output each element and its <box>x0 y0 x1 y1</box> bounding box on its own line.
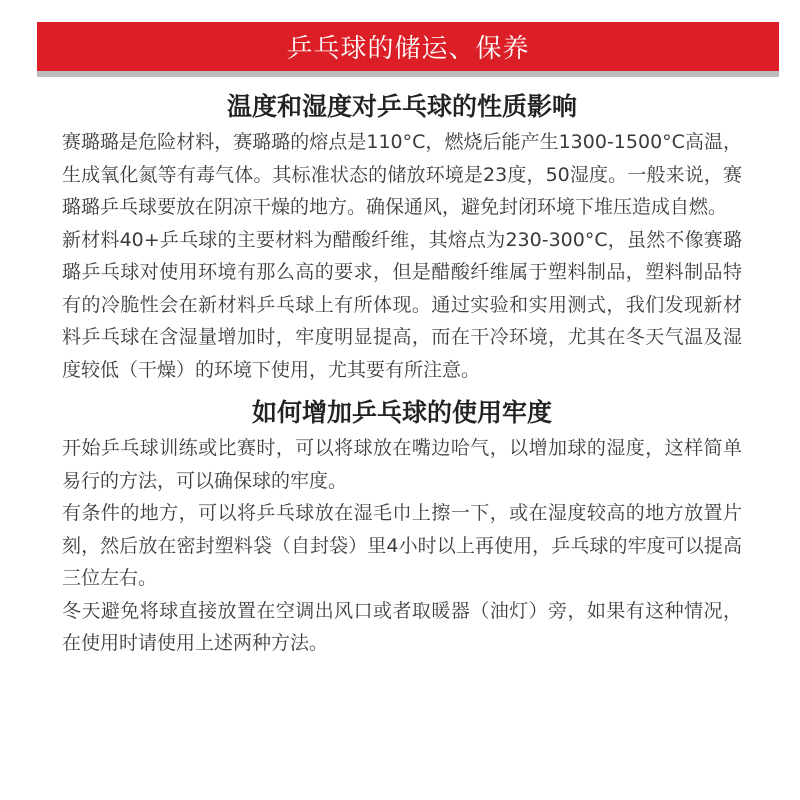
article-content <box>62 88 742 660</box>
section-temperature-humidity <box>62 88 742 386</box>
paragraph-new-material: 新材料40+乒乓球的主要材料为醋酸纤维，其熔点为230-300°C，虽然不像赛璐璐乒乓球对使用环境有那么高的要求，但是醋酸纤维属于塑料制品，塑料制品特有的冷脆性会在新材料乒乓球上有所体现。通过实验和实用测式，我们发现新材料乒乓球在含湿量增加时，牢度明显提高，而在干冷环境，尤其在冬天气温及湿度较低（干燥）的环境下使用，尤其要有所注意。 <box>62 228 742 381</box>
section-heading: 如何增加乒乓球的使用牢度 <box>251 398 552 427</box>
paragraph-breath: 开始乒乓球训练或比赛时，可以将球放在嘴边哈气，以增加球的湿度，这样简单易行的方法，可以确保球的牢度。 <box>62 437 742 492</box>
section-heading: 温度和湿度对乒乓球的性质影响 <box>226 92 577 121</box>
paragraph-towel: 有条件的地方，可以将乒乓球放在湿毛巾上擦一下，或在湿度较高的地方放置片刻，然后放在密封塑料袋（自封袋）里4小时以上再使用，乒乓球的牢度可以提高三位左右。 <box>62 502 742 589</box>
paragraph-celluloid: 赛璐璐是危险材料，赛璐璐的熔点是110°C，燃烧后能产生1300-1500°C高温，生成氧化氮等有毒气体。其标准状态的储放环境是23度，50湿度。一般来说，赛璐璐乒乓球要放在阴凉干燥的地方。确保通风，避免封闭环境下堆压造成自燃。 <box>62 131 742 218</box>
banner-title: 乒乓球的储运、保养 <box>286 34 530 64</box>
section-durability <box>62 394 742 660</box>
paragraph-winter: 冬天避免将球直接放置在空调出风口或者取暖器（油灯）旁，如果有这种情况，在使用时请使用上述两种方法。 <box>62 599 742 654</box>
header-banner <box>37 22 779 77</box>
